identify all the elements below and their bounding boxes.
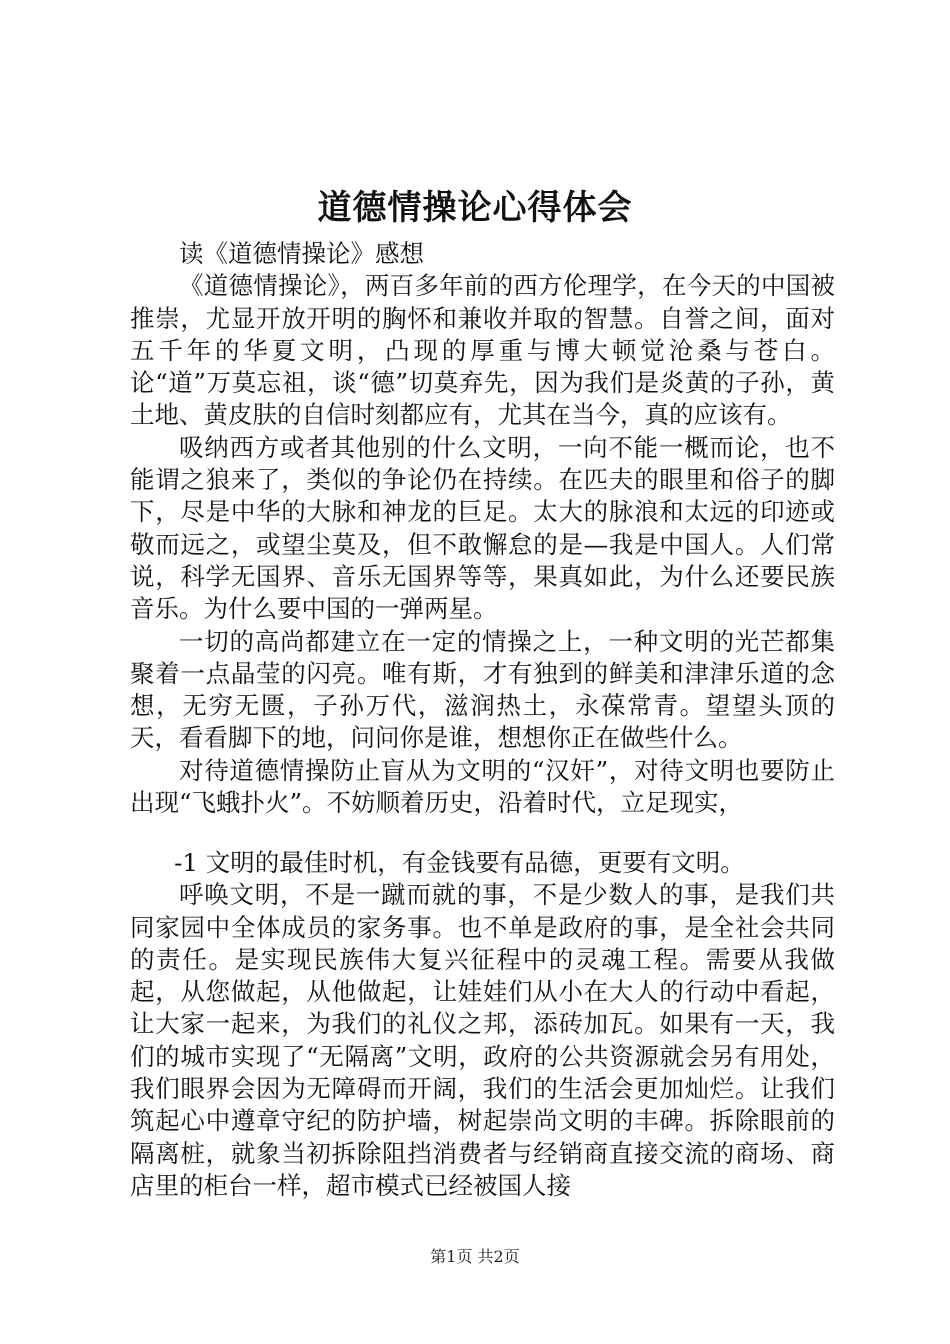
body-paragraph-2: 吸纳西方或者其他别的什么文明，一向不能一概而论，也不能谓之狼来了，类似的争论仍在持续。在匹夫的眼里和俗子的脚下，尽是中华的大脉和神龙的巨足。太大的脉浪和太远的印迹或敬而远之，或望尘莫及，但不敢懈怠的是—我是中国人。人们常说，科学无国界、音乐无国界等等，果真如此，为什么还要民族音乐。为什么要中国的一弹两星。 bbox=[130, 432, 835, 624]
document-subtitle: 读《道德情操论》感想 bbox=[179, 239, 424, 268]
body-paragraph-3: 一切的高尚都建立在一定的情操之上，一种文明的光芒都集聚着一点晶莹的闪亮。唯有斯，才有独到的鲜美和津津乐道的念想，无穷无匮，子孙万代，滋润热土，永葆常青。望望头顶的天，看看脚下的地，问问你是谁，想想你正在做些什么。 bbox=[130, 626, 835, 753]
document-body-bottom bbox=[130, 847, 835, 1202]
body-paragraph-4: 对待道德情操防止盲从为文明的“汉奸”，对待文明也要防止出现“飞蛾扑火”。不妨顺着历史，沿着时代，立足现实， bbox=[130, 755, 835, 818]
continuation-line: -1 文明的最佳时机，有金钱要有品德，更要有文明。 bbox=[174, 848, 745, 877]
body-paragraph-1: 《道德情操论》，两百多年前的西方伦理学，在今天的中国被推崇，尤显开放开明的胸怀和兼收并取的智慧。自誉之间，面对五千年的华夏文明，凸现的厚重与博大顿觉沧桑与苍白。论“道”万莫忘祖，谈“德”切莫弃先，因为我们是炎黄的子孙，黄土地、黄皮肤的自信时刻都应有，尤其在当今，真的应该有。 bbox=[130, 271, 835, 430]
page-footer: 第1页 共2页 bbox=[430, 1247, 520, 1266]
body-paragraph-5: 呼唤文明，不是一蹴而就的事，不是少数人的事，是我们共同家园中全体成员的家务事。也不单是政府的事，是全社会共同的责任。是实现民族伟大复兴征程中的灵魂工程。需要从我做起，从您做起，从他做起，让娃娃们从小在大人的行动中看起，让大家一起来，为我们的礼仪之邦，添砖加瓦。如果有一天，我们的城市实现了“无隔离”文明，政府的公共资源就会另有用处，我们眼界会因为无障碍而开阔，我们的生活会更加灿烂。让我们筑起心中遵章守纪的防护墙，树起崇尚文明的丰碑。拆除眼前的隔离桩，就象当初拆除阻挡消费者与经销商直接交流的商场、商店里的柜台一样，超市模式已经被国人接 bbox=[130, 880, 835, 1200]
document-body-top bbox=[130, 238, 835, 819]
document-title: 道德情操论心得体会 bbox=[317, 188, 633, 228]
